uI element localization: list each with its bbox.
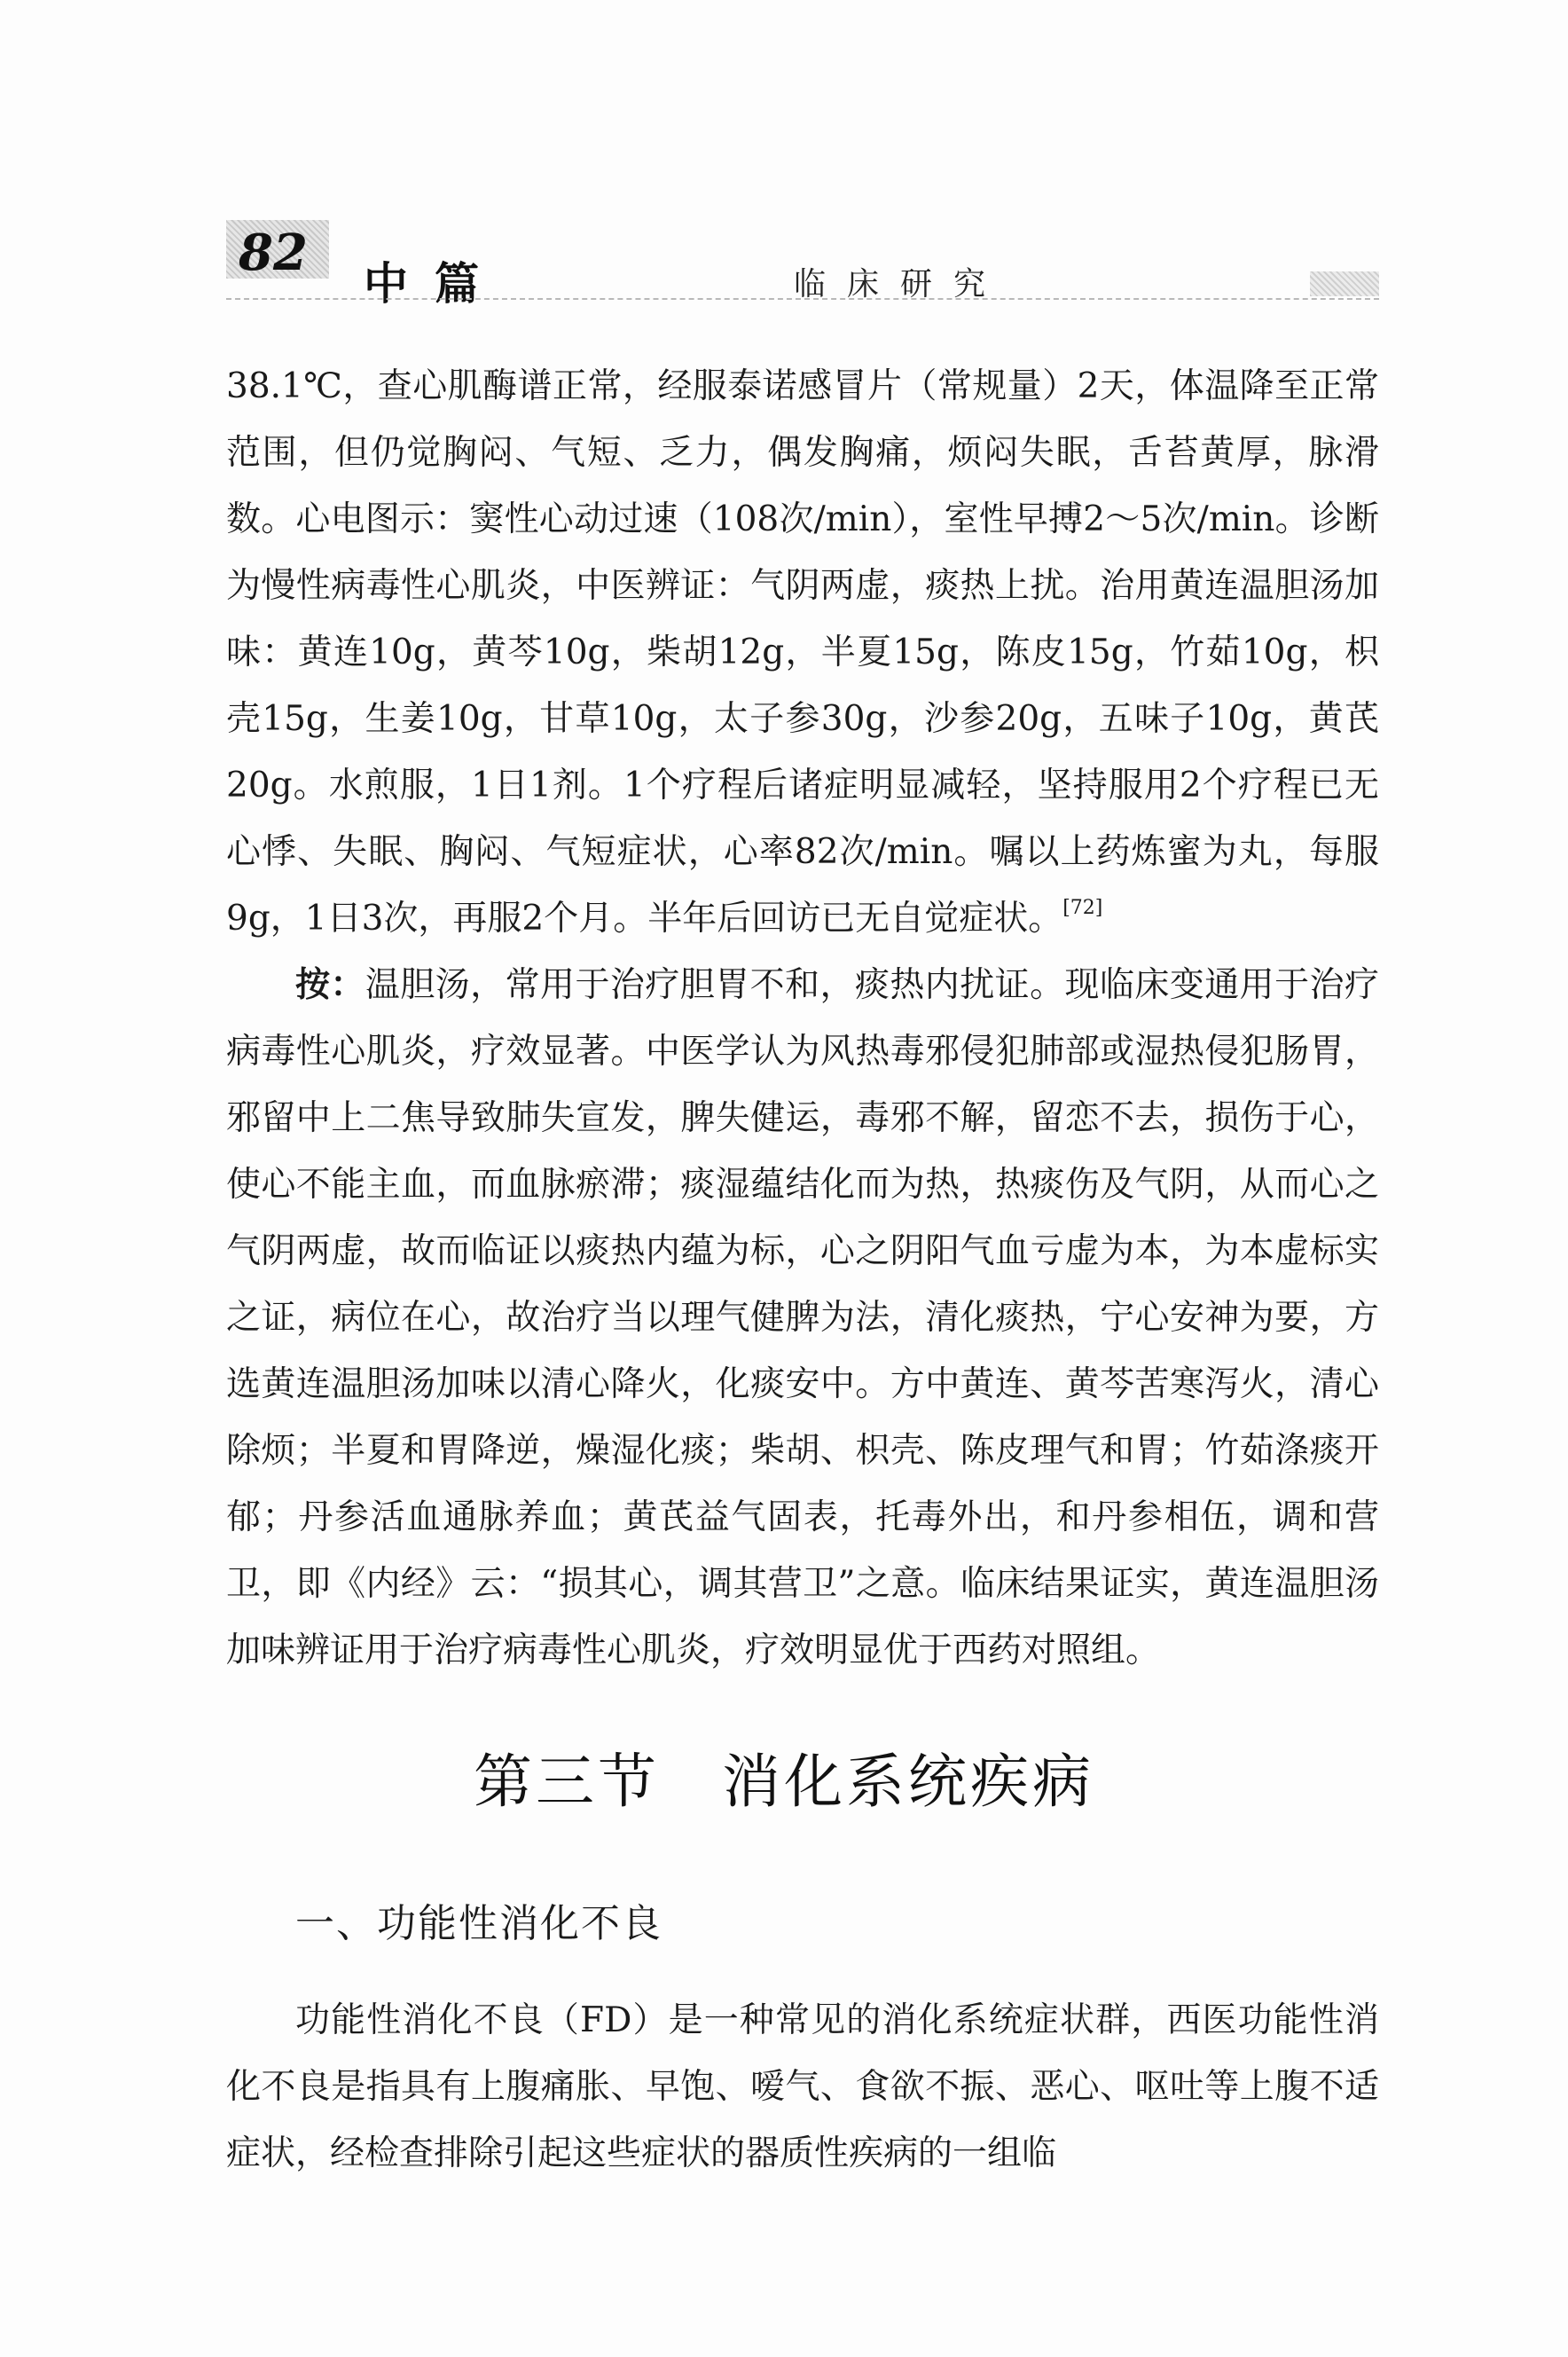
running-header xyxy=(226,213,1379,319)
commentary-text: 温胆汤，常用于治疗胆胃不和，痰热内扰证。现临床变通用于治疗病毒性心肌炎，疗效显著。中医学认为风热毒邪侵犯肺部或湿热侵犯肠胃，邪留中上二焦导致肺失宣发，脾失健运，毒邪不解，留恋不去，损伤于心，使心不能主血，而血脉瘀滞；痰湿蕴结化而为热，热痰伤及气阴，从而心之气阴两虚，故而临证以痰热内蕴为标，心之阴阳气血亏虚为本，为本虚标实之证，病位在心，故治疗当以理气健脾为法，清化痰热，宁心安神为要，方选黄连温胆汤加味以清心降火，化痰安中。方中黄连、黄芩苦寒泻火，清心除烦；半夏和胃降逆，燥湿化痰；柴胡、枳壳、陈皮理气和胃；竹茹涤痰开郁；丹参活血通脉养血；黄芪益气固表，托毒外出，和丹参相伍，调和营卫，即《内经》云：“损其心，调其营卫”之意。临床结果证实，黄连温胆汤加味辨证用于治疗病毒性心肌炎，疗效明显优于西药对照组。 xyxy=(226,965,1379,1670)
commentary-lead: 按： xyxy=(295,964,365,1005)
header-rule-shade xyxy=(1310,271,1379,296)
section-number: 第三节 xyxy=(474,1748,660,1816)
running-title: 临床研究 xyxy=(794,266,1007,302)
body-text xyxy=(226,353,1379,1684)
fd-paragraph: 功能性消化不良（FD）是一种常见的消化系统症状群，西医功能性消化不良是指具有上腹痛胀、早饱、嗳气、食欲不振、恶心、呕吐等上腹不适症状，经检查排除引起这些症状的器质性疾病的一组临 xyxy=(226,2000,1379,2173)
case-paragraph xyxy=(226,353,1379,952)
part-title: 中篇 xyxy=(364,258,506,310)
section-title: 消化系统疾病 xyxy=(722,1748,1094,1816)
commentary-paragraph xyxy=(226,952,1379,1684)
case-paragraph-text: 38.1℃，查心肌酶谱正常，经服泰诺感冒片（常规量）2天，体温降至正常范围，但仍觉胸闷、气短、乏力，偶发胸痛，烦闷失眠，舌苔黄厚，脉滑数。心电图示：窦性心动过速（108次/min），室性早搏2～5次/min。诊断为慢性病毒性心肌炎，中医辨证：气阴两虚，痰热上扰。治用黄连温胆汤加味：黄连10g，黄芩10g，柴胡12g，半夏15g，陈皮15g，竹茹10g，枳壳15g，生姜10g，甘草10g，太子参30g，沙参20g，五味子10g，黄芪20g。水煎服，1日1剂。1个疗程后诸症明显减轻，坚持服用2个疗程已无心悸、失眠、胸闷、气短症状，心率82次/min。嘱以上药炼蜜为丸，每服9g，1日3次，再服2个月。半年后回访已无自觉症状。 xyxy=(226,366,1379,939)
subsection-heading: 一、功能性消化不良 xyxy=(295,1901,662,1946)
header-rule xyxy=(226,298,1379,300)
fd-body-text xyxy=(226,1987,1379,2187)
reference-marker: [72] xyxy=(1062,897,1103,919)
section-heading xyxy=(0,1734,1568,1819)
page-number: 82 xyxy=(239,224,308,282)
